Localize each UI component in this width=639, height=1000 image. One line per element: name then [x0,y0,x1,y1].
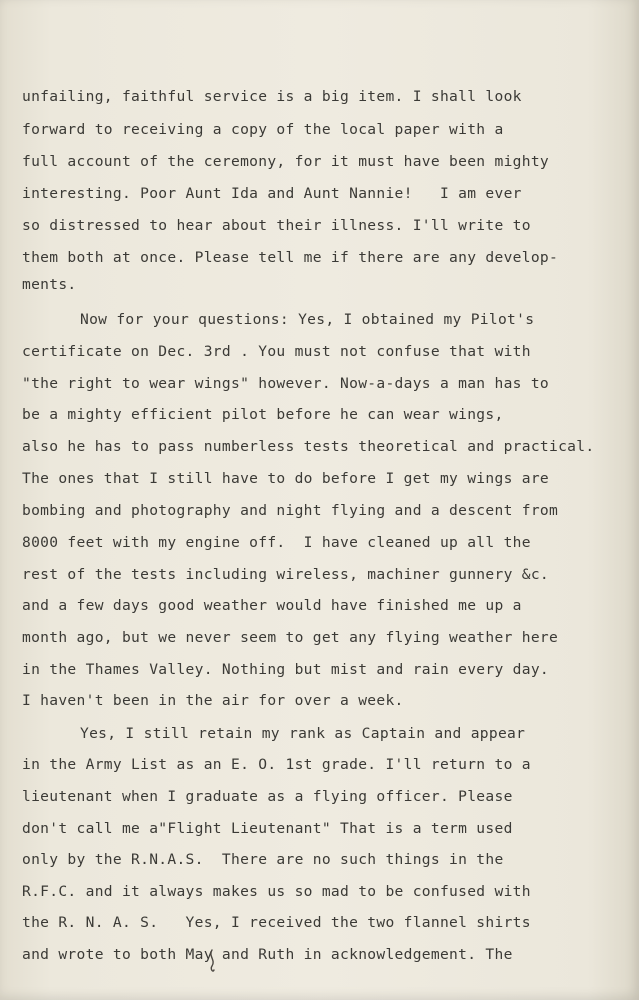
text-line: in the Thames Valley. Nothing but mist and rain every day. [22,661,549,678]
paragraph-start-line: Now for your questions: Yes, I obtained my Pilot's [80,311,535,328]
text-line: unfailing, faithful service is a big item. I shall look [22,88,522,105]
text-line: lieutenant when I graduate as a flying officer. Please [22,788,513,805]
text-line: full account of the ceremony, for it must have been mighty [22,153,549,170]
text-line: forward to receiving a copy of the local paper with a [22,121,504,138]
text-line: them both at once. Please tell me if there are any develop- [22,249,559,266]
text-line: interesting. Poor Aunt Ida and Aunt Nannie! I am ever [22,185,522,202]
text-line: and wrote to both May and Ruth in acknowledgement. The [22,946,513,963]
text-line: 8000 feet with my engine off. I have cleaned up all the [22,534,531,551]
text-line: only by the R.N.A.S. There are no such things in the [22,851,504,868]
text-line: I haven't been in the air for over a week. [22,692,404,709]
text-line: month ago, but we never seem to get any flying weather here [22,629,559,646]
text-line: rest of the tests including wireless, machiner gunnery &c. [22,566,549,583]
paragraph-start-line: Yes, I still retain my rank as Captain and appear [80,725,526,742]
text-line: The ones that I still have to do before I get my wings are [22,470,549,487]
text-line: ments. [22,276,77,293]
text-line: be a mighty efficient pilot before he can wear wings, [22,406,504,423]
text-line: and a few days good weather would have finished me up a [22,597,522,614]
text-line: in the Army List as an E. O. 1st grade. I'll return to a [22,756,531,773]
text-line: the R. N. A. S. Yes, I received the two flannel shirts [22,914,531,931]
ink-mark-icon [204,948,220,974]
text-line: don't call me a"Flight Lieutenant" That is a term used [22,820,513,837]
text-line: so distressed to hear about their illness. I'll write to [22,217,531,234]
text-line: R.F.C. and it always makes us so mad to be confused with [22,883,531,900]
text-line: "the right to wear wings" however. Now-a-days a man has to [22,375,549,392]
text-line: bombing and photography and night flying and a descent from [22,502,559,519]
text-line: certificate on Dec. 3rd . You must not confuse that with [22,343,531,360]
text-line: also he has to pass numberless tests theoretical and practical. [22,438,595,455]
